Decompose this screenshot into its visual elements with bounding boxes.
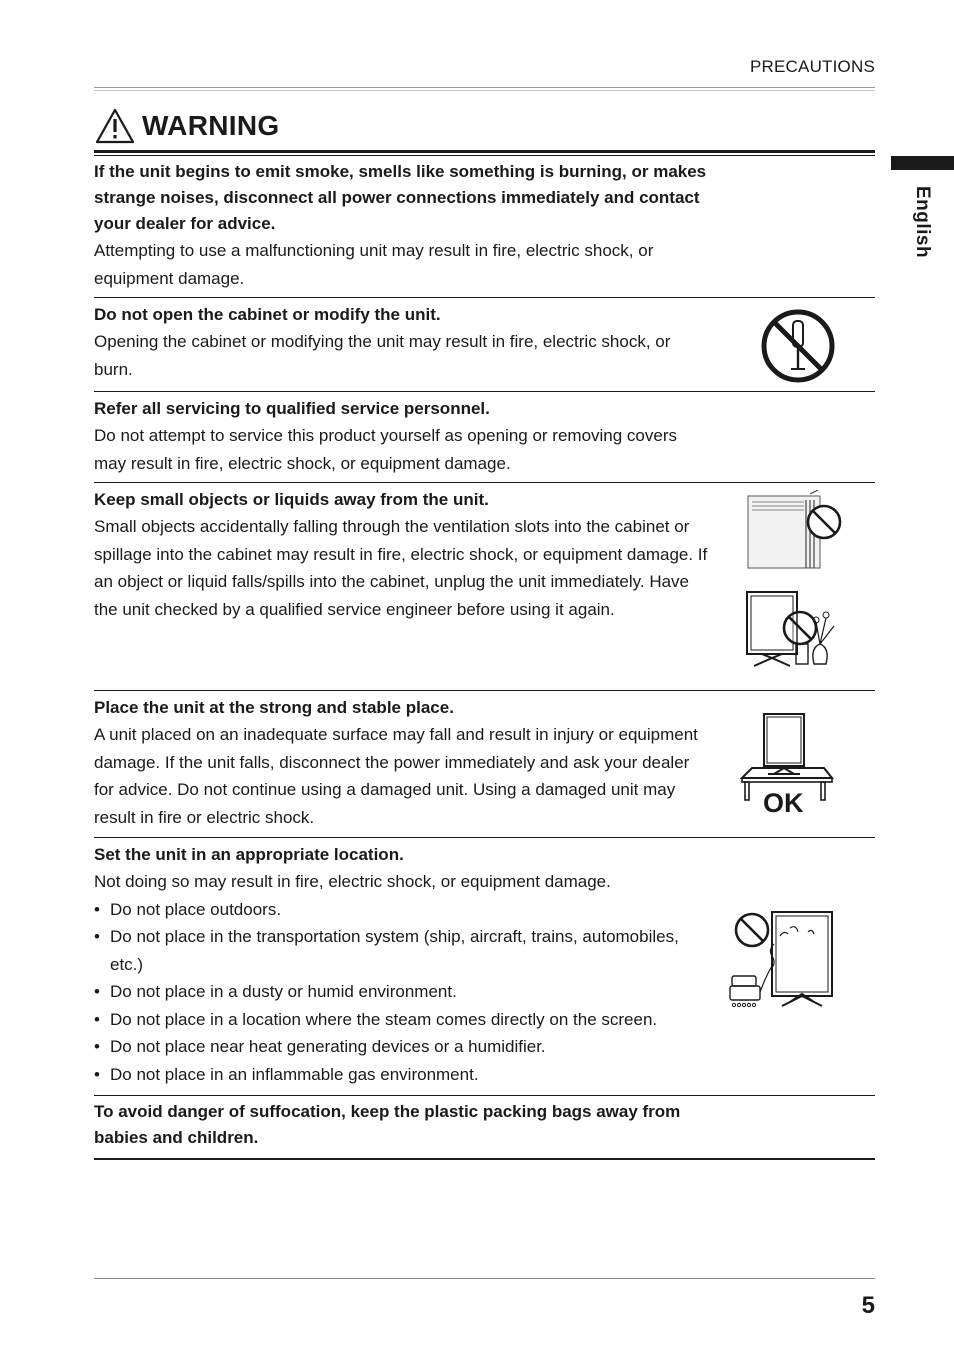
no-humidifier-steam-icon: [726, 906, 838, 1015]
item-body: Small objects accidentally falling through the ventilation slots into the cabinet or spillage into the cabinet may result in fire, electric shock, or equipment damage. If an object or liquid falls/spills into the cabinet, unplug the unit immediately. Have the unit checked by a qualified service engineer before using it again.: [94, 517, 708, 619]
warning-item-smoke: [94, 159, 712, 292]
warning-item-location: [94, 842, 712, 1088]
ok-label: OK: [763, 788, 804, 818]
no-liquids-near-monitor-icon: [744, 588, 844, 675]
language-tab-label: English: [912, 185, 933, 259]
item-heading: Keep small objects or liquids away from the unit.: [94, 490, 489, 509]
monitor-on-stable-table-icon: [738, 710, 838, 820]
item-separator: [94, 482, 875, 483]
item-body: A unit placed on an inadequate surface may fall and result in injury or equipment damage. If the unit falls, disconnect the power immediately and ask your dealer for advice. Do not continue using a damaged unit. Using a damaged unit may result in fire or electric shock.: [94, 725, 698, 827]
item-heading: Refer all servicing to qualified service personnel.: [94, 399, 490, 418]
warning-item-stable-place: [94, 695, 712, 831]
no-objects-in-vents-icon: [744, 490, 844, 577]
item-separator: [94, 837, 875, 838]
item-body: Attempting to use a malfunctioning unit may result in fire, electric shock, or equipment damage.: [94, 241, 654, 288]
item-heading: Do not open the cabinet or modify the unit.: [94, 305, 441, 324]
item-separator: [94, 391, 875, 392]
item-separator: [94, 690, 875, 691]
warning-rule-thin: [94, 155, 875, 156]
item-heading: If the unit begins to emit smoke, smells like something is burning, or makes strange noises, disconnect all power connections immediately and contact your dealer for advice.: [94, 162, 707, 233]
section-end-rule: [94, 1158, 875, 1160]
running-header-title: PRECAUTIONS: [750, 57, 875, 76]
warning-item-suffocation: [94, 1099, 712, 1151]
list-item: • Do not place in a dusty or humid environment.: [94, 978, 712, 1006]
warning-rule-thick: [94, 150, 875, 153]
item-heading: To avoid danger of suffocation, keep the plastic packing bags away from babies and children.: [94, 1102, 681, 1147]
location-bullet-list: [94, 896, 712, 1089]
item-heading: Set the unit in an appropriate location.: [94, 845, 404, 864]
language-tab-bar: [891, 156, 954, 170]
header-rule: [94, 87, 875, 88]
header-rule-secondary: [94, 90, 875, 91]
warning-title: WARNING: [142, 110, 280, 141]
warning-item-cabinet: [94, 302, 712, 383]
item-separator: [94, 297, 875, 298]
list-item: • Do not place in the transportation system (ship, aircraft, trains, automobiles, etc.): [94, 923, 712, 978]
list-item: • Do not place near heat generating devices or a humidifier.: [94, 1033, 712, 1061]
item-heading: Place the unit at the strong and stable place.: [94, 698, 454, 717]
warning-heading: [94, 104, 279, 148]
list-item: • Do not place in an inflammable gas environment.: [94, 1061, 712, 1089]
item-body: Not doing so may result in fire, electric shock, or equipment damage.: [94, 872, 611, 891]
warning-item-objects-liquids: [94, 487, 712, 623]
warning-triangle-icon: [94, 107, 136, 145]
item-body: Opening the cabinet or modifying the unit may result in fire, electric shock, or burn.: [94, 332, 671, 379]
list-item: • Do not place outdoors.: [94, 896, 712, 924]
warning-item-servicing: [94, 396, 712, 477]
page-number: 5: [861, 1292, 875, 1319]
footer-rule: [94, 1278, 875, 1279]
item-body: Do not attempt to service this product yourself as opening or removing covers may result in fire, electric shock, or equipment damage.: [94, 426, 678, 473]
list-item: • Do not place in a location where the steam comes directly on the screen.: [94, 1006, 712, 1034]
no-disassembly-icon: [759, 307, 837, 390]
item-separator: [94, 1095, 875, 1096]
